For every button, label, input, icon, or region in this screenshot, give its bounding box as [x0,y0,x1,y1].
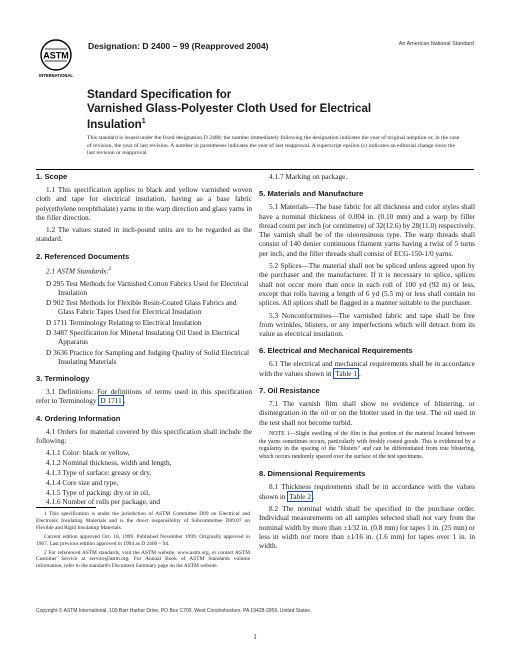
page-number: 1 [253,632,257,641]
section-2-heading: 2. Referenced Documents [36,251,130,261]
section-8-2: 8.2 The nominal width shall be specified in the purchase order. Individual measurements on all samples selected shall not vary from the nominal width by more than ±1⁄32 in. (0.8 mm) for tapes 1 in. (25 mm) or less in width nor more than ±1⁄16 in. (1.6 mm) for tapes over 1 in. in width. [259,503,475,551]
reference-item: D 902 Test Methods for Flexible Resin-Coated Glass Fabrics and Glass Fabric Tapes Used for Electrical Insulation [46,298,237,317]
reference-item: D 3487 Specification for Mineral Insulating Oil Used in Electrical Apparatus [46,327,240,347]
section-3-heading: 3. Terminology [36,374,90,384]
ordering-list-item: 4.1.6 Number of rolls per package, and [46,497,161,507]
section-2-1-text: 2.1 ASTM Standards: [46,266,109,276]
section-8-1 [259,482,475,501]
section-2-1 [36,265,252,276]
table-2-link[interactable]: Table 2 [289,491,311,501]
ordering-list-item: 4.1.2 Nominal thickness, width and length, [46,458,172,468]
terminology-d1711-link[interactable]: D 1711 [100,396,122,406]
title-footnote-marker: 1 [141,118,146,126]
section-5-2: 5.2 Splices—The material shall not be spliced unless agreed upon by the purchaser and the manufacturer. If it is necessary to splice, splices shall not occur more than once in each roll of 100 yd (92 m) or less, except that rolls having a length of 6 yd (5.5 m) or less shall contain no splices. All splices shall be flagged in a manner suitable to the purchaser. [259,261,475,308]
svg-text:ASTM: ASTM [43,50,69,61]
footnote: 1 This specification is under the jurisdiction of ASTM Committee D09 on Electrical and Electronic Insulating Materials and is the direct responsibility of Subcommittee D09.07 on Flexible and Rigid Insulating Materials. [36,511,250,531]
footnotes [36,511,250,572]
section-6-1-end: . [358,368,361,378]
title-line-3 [87,115,447,131]
title-line-1: Standard Specification for [87,88,232,101]
section-7-heading: 7. Oil Resistance [259,386,320,396]
reference-item: D 3636 Practice for Sampling and Judging Quality of Solid Electrical Insulating Materials [46,347,250,366]
table-1-link[interactable]: Table 1 [335,368,357,378]
section-5-heading: 5. Materials and Manufacture [259,189,364,199]
section-3-1 [36,387,252,406]
title-line-3-text: Insulation [87,118,142,132]
section-5-1: 5.1 Materials—The base fabric for all thickness and color styles shall have a nominal thickness of 0.004 in. (0.10 mm) and a warp by filler thread count per inch (or centimetre) of 32(12.6) by 28(11.0) respectively. The varnish shall be of the oleoresinous type. The warp threads shall consist of 140 denier continuous filament yarns having a twist of 5 turns per inch, and the filler threads shall consist of ECG-150-1/0 yarns. [259,202,475,258]
ordering-list-item: 4.1.5 Type of packing: dry or in oil, [46,487,150,497]
section-5-3: 5.3 Nonconformities—The varnished fabric and tape shall be free from wrinkles, blisters, or any imperfections which will detract from its value as electrical insulation. [259,310,475,339]
footnote: Current edition approved Oct. 10, 1999. Published November 1999. Originally approved in 1967. Last previous edition approved in 1994 as D 2400 – 94. [36,533,250,547]
section-8-1-text: 8.1 Thickness requirements shall be in accordance with the values shown in [259,482,475,501]
section-3-1-text: 3.1 Definitions: For definitions of terms used in this specification refer to Terminology [36,387,252,406]
section-3-1-end: . [123,396,126,406]
header-divider [36,169,474,170]
right-column [259,172,475,553]
section-8-1-end: . [312,491,315,501]
section-4-1-7: 4.1.7 Marking on package. [269,172,348,181]
preface-text: This standard is issued under the fixed designation D 2400; the number immediately following the designation indicates the year of original adoption or, in the case of revision, the year of last revision. A number in parentheses indicates the year of last reapproval. A superscript epsilon (ε) indicates an editorial change since the last revision or reapproval. [87,135,460,157]
svg-text:INTERNATIONAL: INTERNATIONAL [39,73,73,78]
left-column [36,172,252,507]
astm-logo-icon [36,37,76,79]
reference-item: D 295 Test Methods for Varnished Cotton Fabrics Used for Electrical Insulation [46,278,249,297]
document-title [87,88,447,132]
ordering-list-item: 4.1.4 Core size and type, [46,477,119,487]
section-6-1 [259,359,475,378]
ordering-list-item: 4.1.1 Color: black or yellow, [46,448,130,458]
section-8-heading: 8. Dimensional Requirements [259,469,366,479]
footnote: 2 For referenced ASTM standards, visit the ASTM website, www.astm.org, or contact ASTM Customer Service at service@astm.org. For Annual Book of ASTM Standards volume information, refer to the standard's Document Summary page on the ASTM website. [36,549,250,570]
section-1-2: 1.2 The values stated in inch-pound units are to be regarded as the standard. [36,225,252,244]
section-2-1-footnote-marker: 2 [108,266,112,272]
section-6-heading: 6. Electrical and Mechanical Requirements [259,346,413,356]
section-6-1-text: 6.1 The electrical and mechanical requirements shall be in accordance with the values shown in [259,359,475,378]
section-1-1: 1.1 This specification applies to black and yellow varnished woven cloth and tape for electrical insulation, having as a base fabric poly(ethylene terephthalate) yarns in the warp direction and glass yarns in the filler direction. [36,185,252,222]
section-1-heading: 1. Scope [36,172,68,181]
footnote-divider [36,507,96,508]
reference-item: D 1711 Terminology Relating to Electrical Insulation [46,317,202,327]
section-7-1: 7.1 The varnish film shall show no evidence of blistering, or disintegration in the oil or on the blotter used in the test. The oil used in the test shall not become turbid. [259,399,475,427]
section-4-1: 4.1 Orders for material covered by this specification shall include the following: [36,426,252,446]
designation: Designation: D 2400 – 99 (Reapproved 2004) [88,41,269,51]
title-line-2: Varnished Glass-Polyester Cloth Used for Electrical [87,101,372,115]
section-4-heading: 4. Ordering Information [36,413,121,423]
copyright-notice: Copyright © ASTM International, 100 Barr Harbor Drive, PO Box C700, West Conshohocken, PA 19428-2959, United States. [36,608,312,614]
note-1: NOTE 1—Slight swelling of the film in that portion of the material located between the yarns sometimes occurs, particularly with freshly coated goods. This is evidenced by a regularity in the spacing of the "blisters" and can be differentiated from true blistering, which occurs randomly spaced over the surface of the test specimens. [259,430,475,460]
national-standard-label: An American National Standard [398,41,474,47]
ordering-list-item: 4.1.3 Type of surface: greasy or dry, [46,467,152,477]
